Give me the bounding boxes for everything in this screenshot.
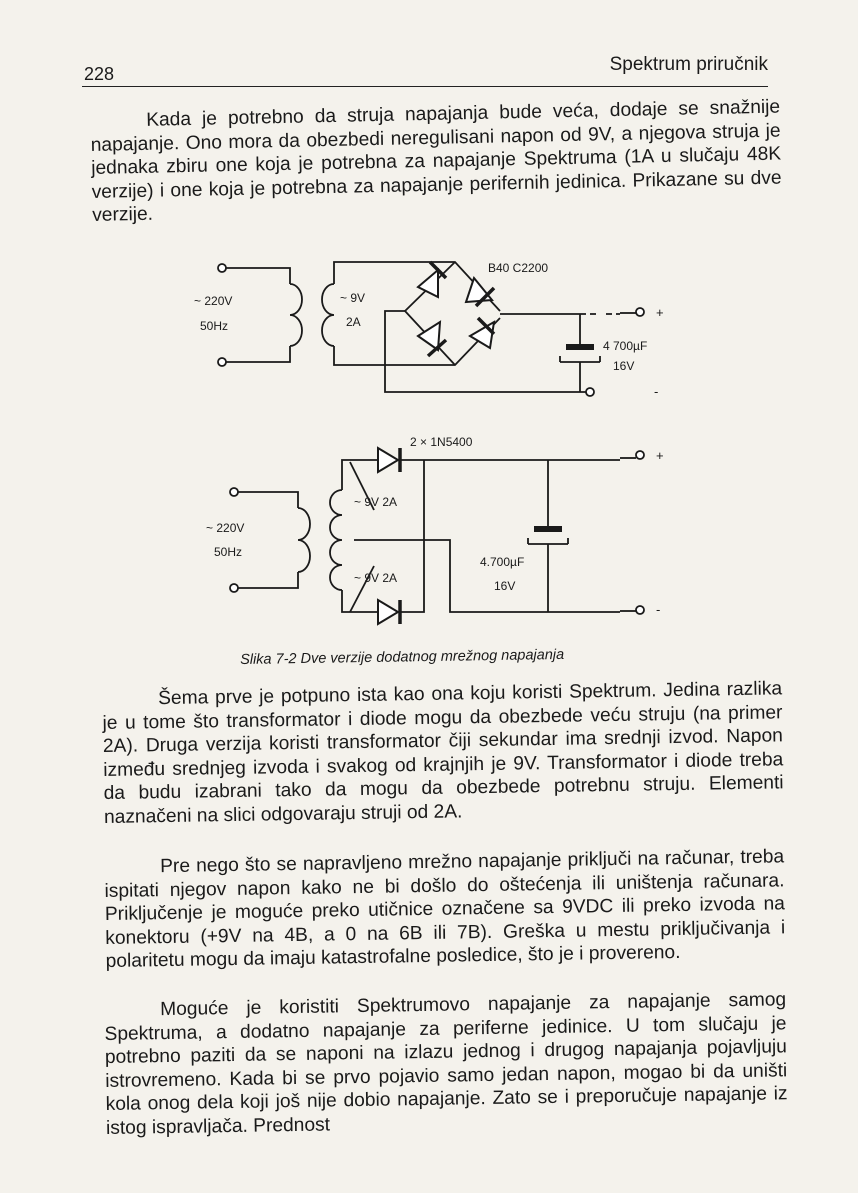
transformer-primary-coil xyxy=(290,284,302,346)
c1-plus-sign: + xyxy=(656,305,664,320)
paragraph-schema: Šema prve je potpuno ista kao ona koju koristi Spektrum. Jedina razlika je u tome što transformator i diode mogu da obezbede veću struju (na primer 2A). Druga verzija koristi transformator čiji sekundar ima srednji izvod. Napon između srednjeg izvoda i svakog od krajnjih je 9V. Transformator i diode treba da budu izabrani tako da mogu da obezbede potrebnu struju. Elementi naznačeni na slici odgovaraju struji od 2A. xyxy=(102,678,784,828)
c2-sec-lower-label: ~ 9V 2A xyxy=(354,571,398,585)
paragraph-warning: Pre nego što se napravljeno mrežno napajanje priključi na računar, treba ispitati njegov napon kako ne bi došlo do oštećenja ili uništenja računara. Priključenje je moguće preko utičnice označene sa 9VDC ili preko izvoda na konektoru (+9V na 4B, a 0 na 6B ili 7B). Greška u mestu priključivanja i polaritetu mogu da imaju katastrofalne posledice, što je i provereno. xyxy=(104,846,786,973)
circuit-center-tap xyxy=(206,435,664,624)
transformer-secondary-coil xyxy=(322,284,334,346)
c2-minus-sign: - xyxy=(656,602,661,617)
c1-minus-sign: - xyxy=(654,384,659,399)
bridge-diode-1 xyxy=(418,270,438,297)
c2-cap-value: 4.700µF xyxy=(480,555,525,569)
bridge-diode-2 xyxy=(466,278,492,302)
c2-capacitor-plate-top xyxy=(534,526,562,532)
c2-output-plus-terminal xyxy=(636,451,644,459)
paragraph-intro: Kada je potrebno da struja napajanja bude veća, dodaje se snažnije napajanje. Ono mora da obezbedi neregulisani napon od 9V, a njegova struja je jednaka zbiru one koja je potrebna za napajanje Spektruma (1A u slučaju 48K verzije) i one koja je potrebna za napajanje perifernih jedinica. Prikazane su dve verzije. xyxy=(90,96,782,227)
c2-transformer-secondary-coil xyxy=(330,490,342,590)
c2-primary-freq: 50Hz xyxy=(214,545,243,559)
bridge-diode-3 xyxy=(418,322,440,350)
c1-primary-freq: 50Hz xyxy=(200,319,229,333)
bridge-diode-4 xyxy=(470,322,494,348)
paragraph-advice: Moguće je koristiti Spektrumovo napajanje za napajanje samog Spektruma, a dodatno napajanje za periferne jedinice. U tom slučaju je potrebno paziti da se naponi na izlazu jednog i drugog napajanja pojavljuju istrovremeno. Kada bi se prvo pojavio samo jedan napon, mogao bi da uništi kola onog dela koji još nije dobio napajanje. Zato se i preporučuje napajanje iz istog ispravljača. Prednost xyxy=(104,989,788,1139)
c2-output-minus-terminal xyxy=(636,606,644,614)
c1-cap-value: 4 700µF xyxy=(603,339,648,353)
c2-diodes-label: 2 × 1N5400 xyxy=(410,435,473,449)
circuit-bridge-rectifier xyxy=(194,261,664,399)
c1-bridge-label: B40 C2200 xyxy=(488,261,549,275)
figure-caption: Slika 7-2 Dve verzije dodatnog mrežnog napajanja xyxy=(240,646,565,668)
c2-primary-terminal-bottom xyxy=(230,584,238,592)
running-title: Spektrum priručnik xyxy=(609,54,768,75)
c2-cap-voltage: 16V xyxy=(494,579,516,593)
capacitor-plate-top xyxy=(566,344,594,350)
c2-diode-upper xyxy=(378,448,398,472)
c2-plus-sign: + xyxy=(656,448,664,463)
primary-terminal-bottom xyxy=(218,358,226,366)
c2-transformer-primary-coil xyxy=(298,508,310,572)
output-plus-terminal xyxy=(636,308,644,316)
c2-primary-label: ~ 220V xyxy=(206,521,245,535)
c1-secondary-current: 2A xyxy=(346,315,361,329)
c1-cap-voltage: 16V xyxy=(613,359,635,373)
c2-diode-lower xyxy=(378,600,398,624)
c2-sec-upper-label: ~ 9V 2A xyxy=(354,495,398,509)
output-minus-terminal xyxy=(586,388,594,396)
primary-terminal-top xyxy=(218,264,226,272)
c2-primary-terminal-top xyxy=(230,488,238,496)
c1-secondary-label: ~ 9V xyxy=(340,291,366,305)
c1-primary-label: ~ 220V xyxy=(194,294,233,308)
page-number: 228 xyxy=(84,64,115,84)
